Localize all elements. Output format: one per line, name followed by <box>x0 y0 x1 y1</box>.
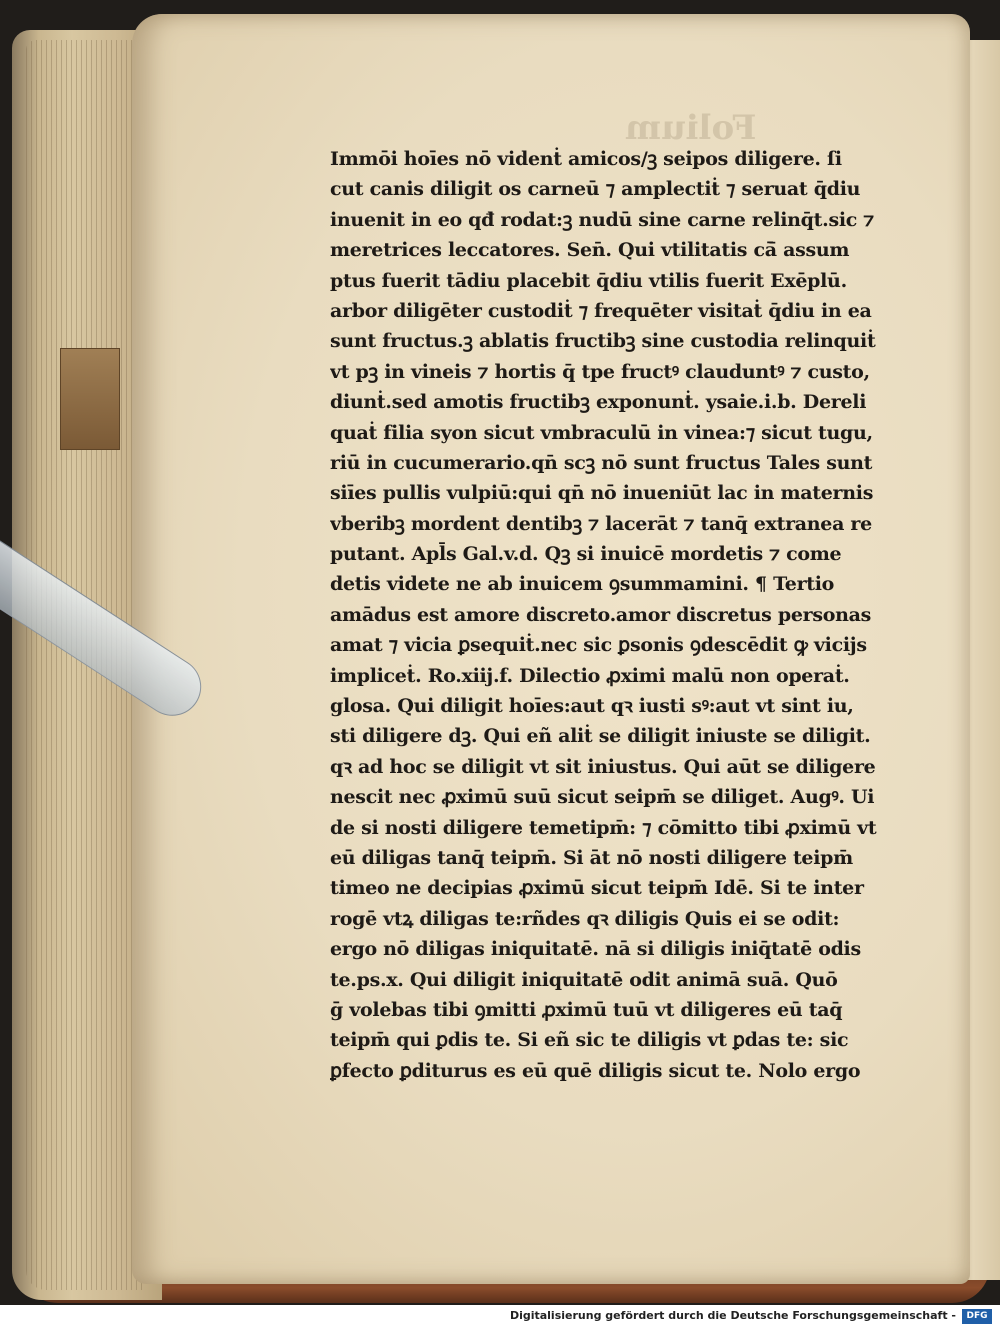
text-line: nescit nec ꝓximū suū sicut seipm̄ se diliget. Augꝰ. Ui <box>330 786 875 809</box>
text-line: vt pꝫ in vineis ⁊ hortis q̄ tpe fructꝰ clauduntꝰ ⁊ custo, <box>330 360 870 383</box>
text-line: quaṫ filia syon sicut vmbraculū in vinea:⁊ sicut tugu, <box>330 421 873 444</box>
text-line: Immōi hoīes nō videnṫ amicos/ꝫ seipos diligere. ſi <box>330 148 842 170</box>
dfg-logo-icon: DFG <box>962 1309 992 1324</box>
page-text-block <box>330 144 910 1086</box>
text-line: siīes pullis vulpiū:qui qn̄ nō inueniūt lac in maternis <box>330 482 874 505</box>
footer-credit: Digitalisierung gefördert durch die Deutsche Forschungsgemeinschaft - <box>509 1309 956 1322</box>
text-line: rogē vtꝝ diligas te:rñdes qꝛ diligis Quis ei se odit: <box>330 907 840 930</box>
text-line: de si nosti diligere temetipm̄: ⁊ cōmitto tibi ꝓximū vt <box>330 816 877 839</box>
text-line: amat ⁊ vicia ꝑsequiṫ.nec sic ꝑsonis ꝯdescēdit ꝙ vicijs <box>330 634 867 657</box>
text-line: diunṫ.sed amotis fructibꝫ exponunṫ. ysaie.i.b. Dereli <box>330 391 867 414</box>
text-line: eū diligas tanq̄ teipm̄. Si āt nō nosti diligere teipm̄ <box>330 846 853 869</box>
text-line: sti diligere dꝫ. Qui eñ aliṫ se diligit iniuste se diligit. <box>330 725 871 748</box>
text-line: te.ps.x. Qui diligit iniquitatē odit animā suā. Quō <box>330 968 838 991</box>
text-line: teipm̄ qui ꝑdis te. Si eñ sic te diligis vt ꝑdas te: sic <box>330 1029 849 1052</box>
text-line: ergo nō diligas iniquitatē. nā si diligis iniq̄tatē odis <box>330 938 861 961</box>
text-line: glosa. Qui diligit hoīes:aut qꝛ iusti sꝰ:aut vt sint iu, <box>330 695 854 718</box>
text-line: ptus fuerit tādiu placebit q̄diu vtilis fuerit Exēplū. <box>330 269 847 292</box>
text-line: meretrices leccatores. Sen̄. Qui vtilitatis cā̄ assum <box>330 239 850 262</box>
binding-tab <box>60 348 120 450</box>
text-line: vberibꝫ mordent dentibꝫ ⁊ lacerāt ⁊ tanq̄ extranea re <box>330 512 872 535</box>
text-line: ḡ volebas tibi ꝯmitti ꝓximū tuū vt diligeres eū taq̄ <box>330 998 843 1021</box>
text-line: inuenit in eo qđ rodat:ꝫ nudū sine carne relinq̄t.sic ⁊ <box>330 208 874 231</box>
text-line: timeo ne decipias ꝓximū sicut teipm̄ Idē. Si te inter <box>330 877 864 900</box>
bleed-through-text: Folium <box>625 108 757 148</box>
text-line: putant. Apl̄s Gal.v.d. Qꝫ si inuicē mordetis ⁊ come <box>330 543 842 566</box>
text-line: impliceṫ. Ro.xiij.f. Dilectio ꝓximi malū non operaṫ. <box>330 664 850 687</box>
text-line: detis videte ne ab inuicem ꝯsummamini. ¶ Tertio <box>330 573 835 596</box>
footer-bar <box>0 1305 1000 1328</box>
text-line: qꝛ ad hoc se diligit vt sit iniustus. Qui aūt se diligere <box>330 755 876 778</box>
text-line: sunt fructus.ꝫ ablatis fructibꝫ sine custodia relinquiṫ <box>330 330 876 353</box>
text-line: amādus est amore discreto.amor discretus personas <box>330 603 872 626</box>
text-line: arbor diligēter custodiṫ ⁊ frequēter visitaṫ q̄diu in ea <box>330 299 872 322</box>
text-line: riū in cucumerario.qn̄ scꝫ nō sunt fructus Tales sunt <box>330 451 873 474</box>
text-line: ꝑfecto ꝑditurus es eū quē diligis sicut te. Nolo ergo <box>330 1059 861 1082</box>
text-line: cut canis diligit os carneū ⁊ amplectiṫ ⁊ seruat q̄diu <box>330 178 861 201</box>
